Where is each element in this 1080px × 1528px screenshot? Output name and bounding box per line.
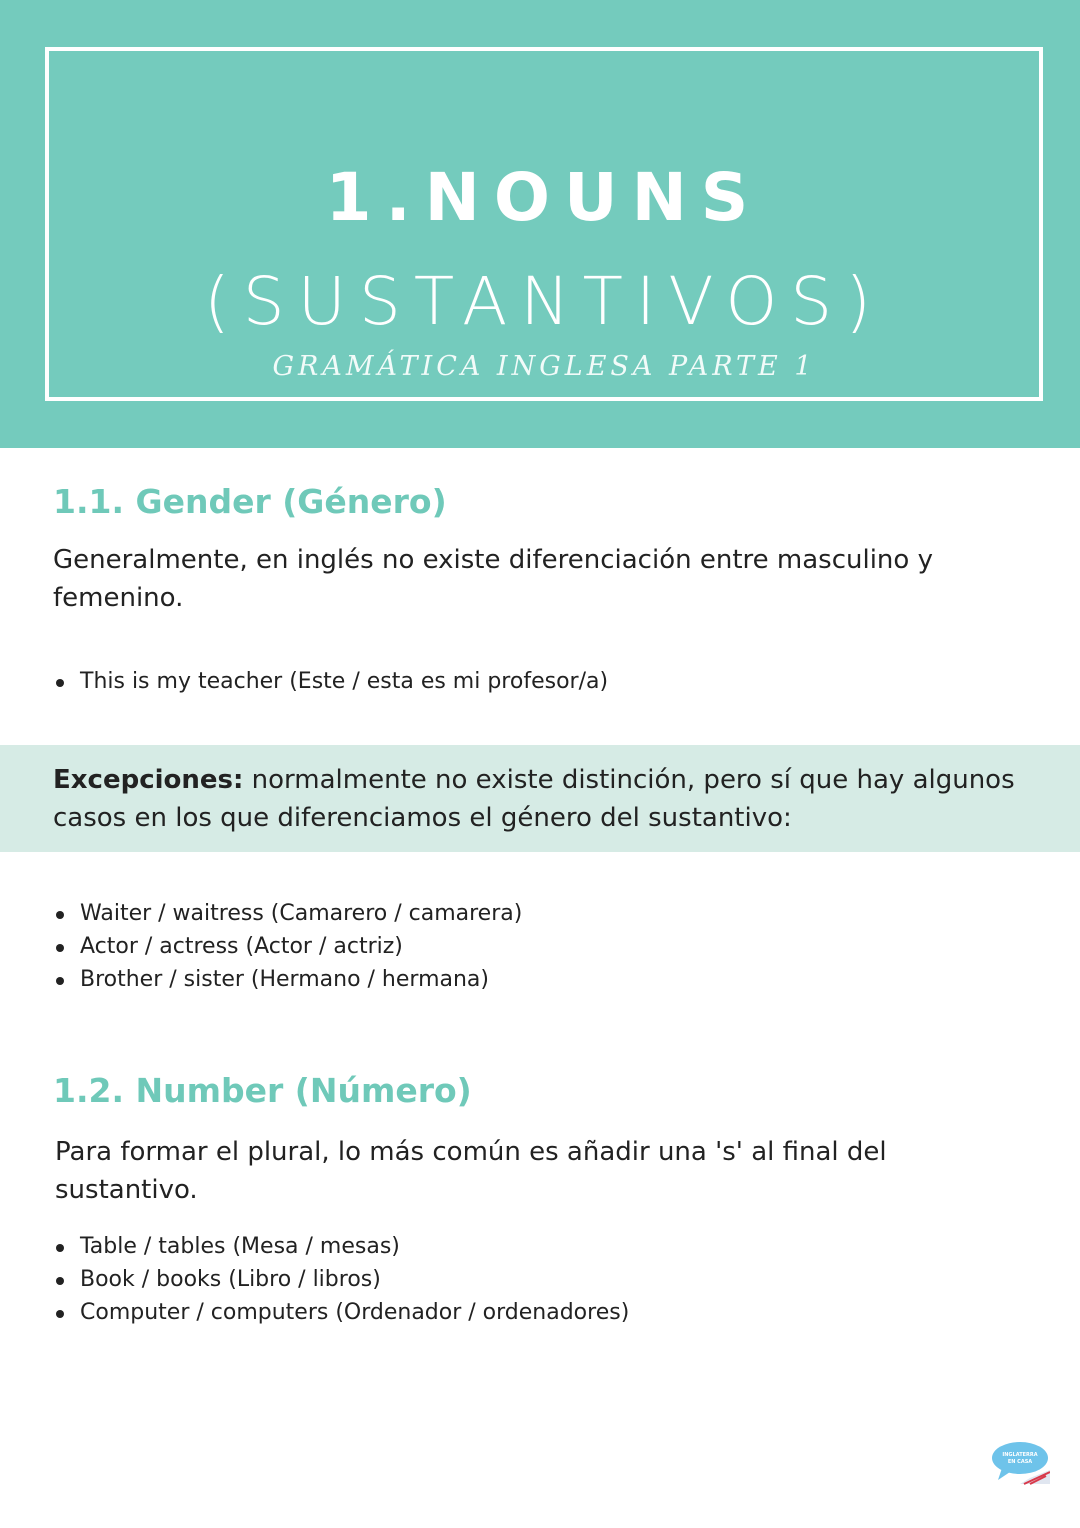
number-examples [53,1230,629,1329]
page-subtitle: GRAMÁTICA INGLESA PARTE 1 [272,351,816,382]
title-banner [0,0,1080,448]
gender-intro: Generalmente, en inglés no existe diferenciación entre masculino y femenino. [53,545,933,613]
exceptions-examples [53,897,522,996]
exceptions-label: Excepciones: [53,765,244,795]
logo-text-2: EN CASA [1007,1459,1033,1465]
list-item: Book / books (Libro / libros) [53,1263,629,1296]
list-item: This is my teacher (Este / esta es mi profesor/a) [53,665,608,698]
logo-text-1: INGLATERRA [1002,1452,1038,1458]
list-item: Table / tables (Mesa / mesas) [53,1230,629,1263]
inglaterra-en-casa-logo [990,1440,1050,1488]
list-item: Actor / actress (Actor / actriz) [53,930,522,963]
section-heading-number: 1.2. Number (Número) [53,1071,472,1110]
list-item: Computer / computers (Ordenador / ordenadores) [53,1296,629,1329]
list-item: Waiter / waitress (Camarero / camarera) [53,897,522,930]
page-title: 1.NOUNS [325,159,763,236]
gender-examples [53,665,608,698]
exceptions-text: normalmente no existe distinción, pero sí que hay algunos casos en los que diferenciamos el género del sustantivo: [53,765,1015,833]
page-title-translation: (SUSTANTIVOS) [204,263,884,340]
number-intro: Para formar el plural, lo más común es añadir una 's' al final del sustantivo. [55,1137,887,1205]
exceptions-callout [0,745,1080,852]
title-frame [45,47,1043,401]
section-heading-gender: 1.1. Gender (Género) [53,482,447,521]
list-item: Brother / sister (Hermano / hermana) [53,963,522,996]
